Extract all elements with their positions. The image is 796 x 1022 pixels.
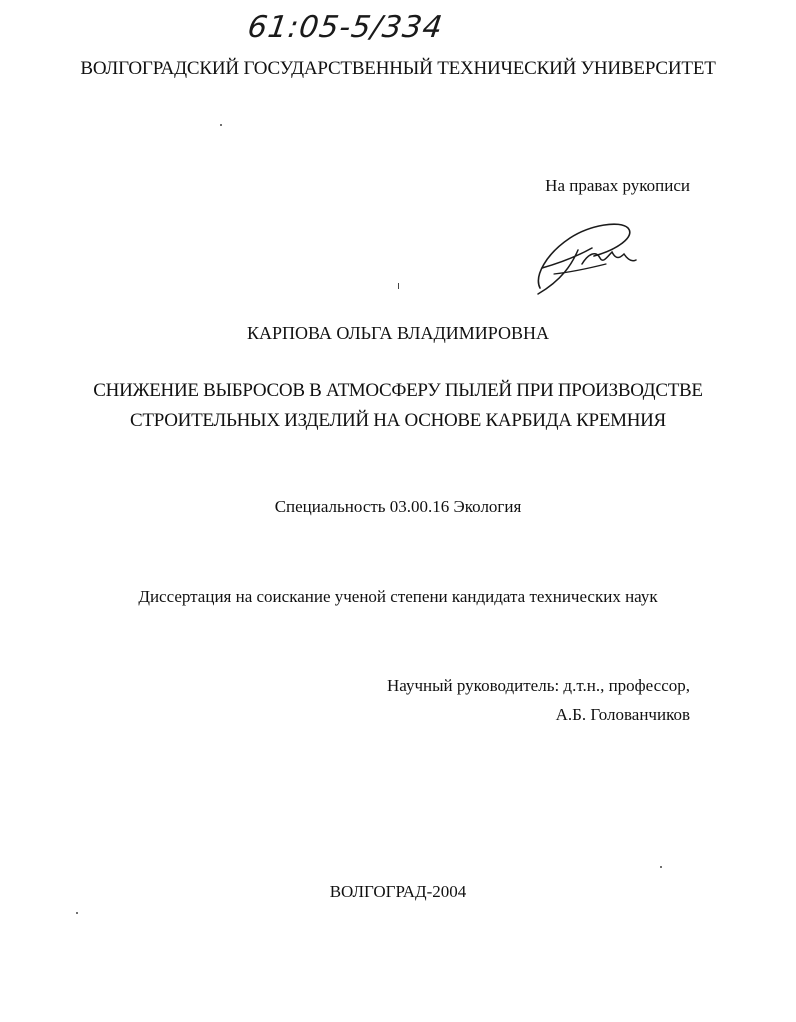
specialty: Специальность 03.00.16 Экология bbox=[274, 497, 522, 516]
university-name: ВОЛГОГРАДСКИЙ ГОСУДАРСТВЕННЫЙ ТЕХНИЧЕСКИЙ УНИВЕРСИТЕТ bbox=[80, 58, 716, 79]
dissertation-degree: Диссертация на соискание ученой степени кандидата технических наук bbox=[138, 587, 658, 606]
scan-speck bbox=[398, 283, 399, 289]
dissertation-title-line: СНИЖЕНИЕ ВЫБРОСОВ В АТМОСФЕРУ ПЫЛЕЙ ПРИ ПРОИЗВОДСТВЕ bbox=[93, 380, 703, 401]
supervisor-name: А.Б. Голованчиков bbox=[555, 705, 690, 724]
scan-speck bbox=[220, 124, 222, 126]
handwritten-signature-icon bbox=[532, 214, 644, 300]
handwritten-archive-number: 61:05-5/334 bbox=[245, 10, 446, 45]
dissertation-title-line: СТРОИТЕЛЬНЫХ ИЗДЕЛИЙ НА ОСНОВЕ КАРБИДА КРЕМНИЯ bbox=[130, 410, 666, 431]
author-name: КАРПОВА ОЛЬГА ВЛАДИМИРОВНА bbox=[246, 323, 550, 343]
rights-note: На правах рукописи bbox=[545, 176, 690, 195]
scan-speck bbox=[76, 912, 78, 914]
scan-speck bbox=[660, 866, 662, 868]
supervisor-label: Научный руководитель: д.т.н., профессор, bbox=[387, 676, 690, 695]
city-year: ВОЛГОГРАД-2004 bbox=[329, 882, 467, 901]
